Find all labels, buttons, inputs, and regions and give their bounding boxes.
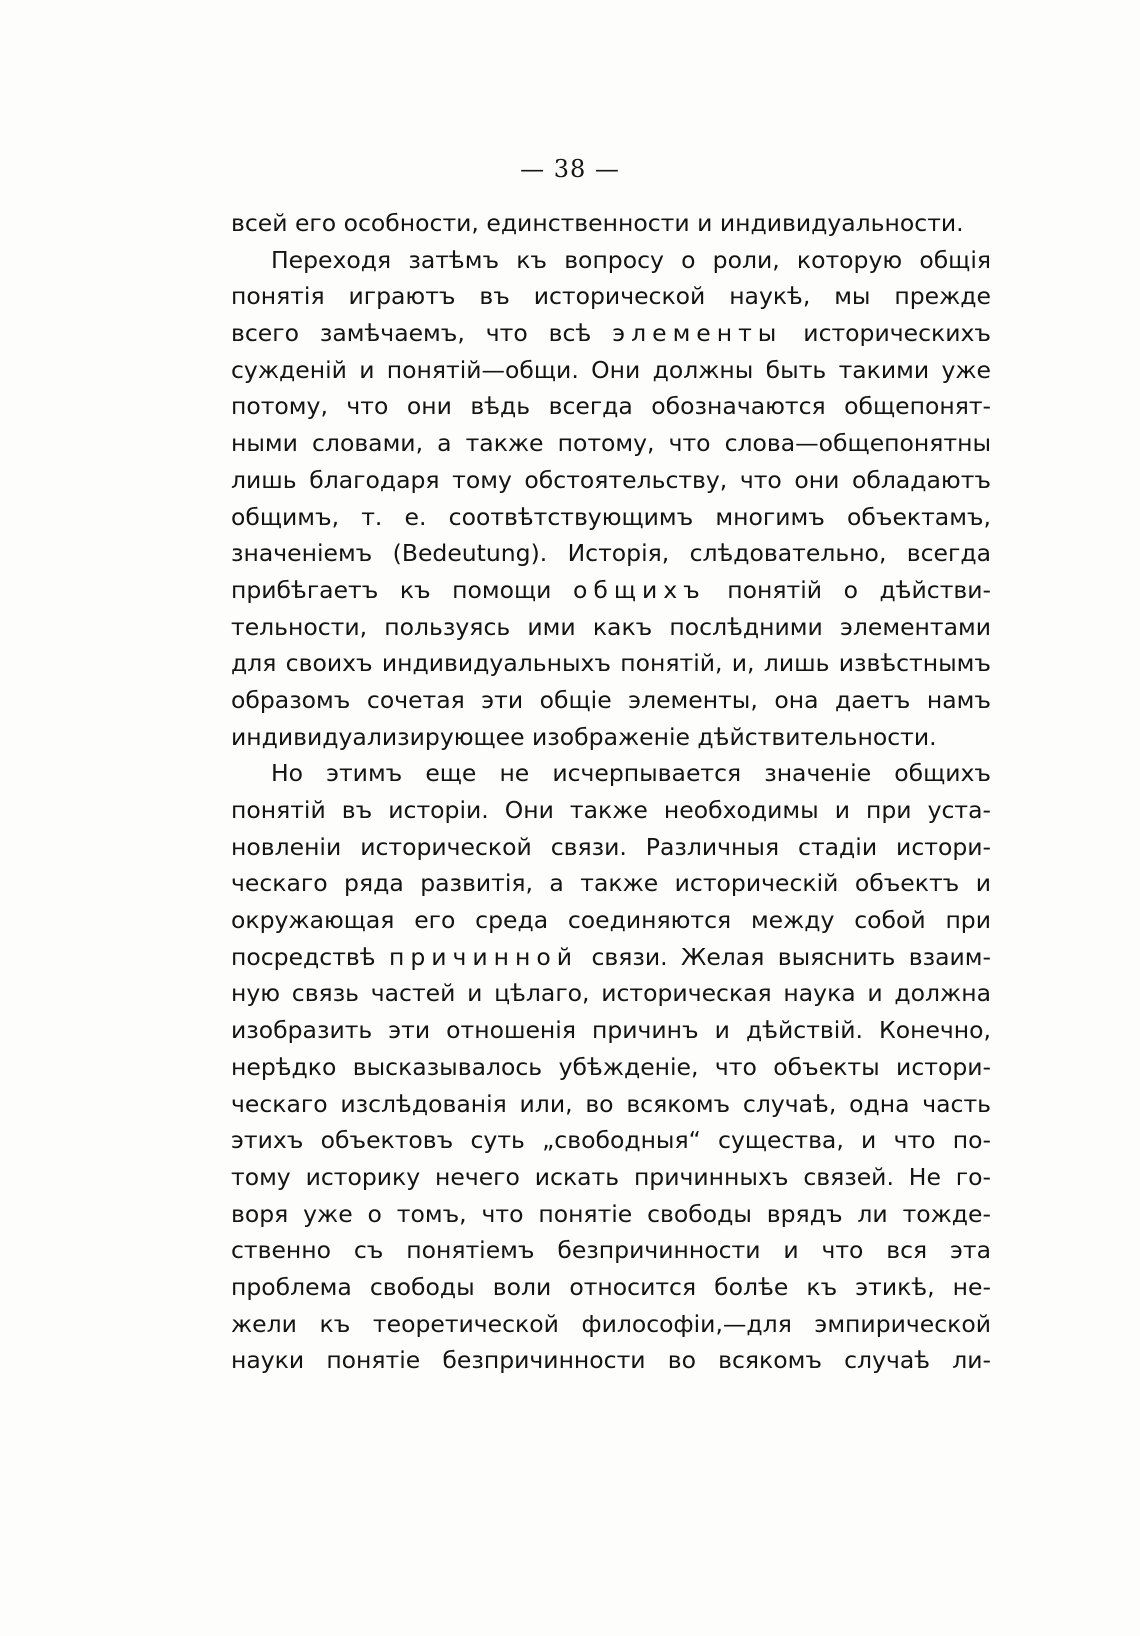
text-line: потому, что они вѣдь всегда обозначаются общепонят- — [231, 392, 991, 421]
text-line: Переходя затѣмъ къ вопросу о роли, которую общія — [271, 245, 991, 274]
text-line: индивидуализирующее изображеніе дѣйствительности. — [231, 722, 937, 751]
text-line: ную связь частей и цѣлаго, историческая наука и должна — [231, 979, 991, 1008]
text-line: тельности, пользуясь ими какъ послѣдними элементами — [231, 612, 991, 641]
text-segment: понятій о дѣйстви- — [705, 575, 991, 604]
text-line: окружающая его среда соединяются между собой при — [231, 906, 991, 935]
text-line: всей его особности, единственности и индивидуальности. — [231, 209, 964, 237]
text-line: науки понятіе безпричинности во всякомъ случаѣ ли- — [231, 1346, 991, 1375]
text-line: жели къ теоретической философіи,—для эмпирической — [231, 1309, 991, 1338]
body-text — [231, 205, 991, 1379]
text-line: проблема свободы воли относится болѣе къ этикѣ, не- — [231, 1272, 991, 1301]
text-segment: прибѣгаетъ къ помощи — [231, 575, 573, 604]
text-line: тому историку нечего искать причинныхъ связей. Не го- — [231, 1162, 991, 1191]
emphasized-word: причинной — [388, 942, 579, 971]
text-line — [231, 572, 991, 609]
text-line — [231, 315, 991, 352]
text-line: сужденій и понятій—общи. Они должны быть такими уже — [231, 355, 991, 384]
emphasized-word: элементы — [612, 319, 783, 348]
text-segment: связи. Желая выяснить взаим- — [578, 942, 991, 971]
emphasized-word: общихъ — [572, 575, 706, 604]
page-number: — 38 — — [520, 155, 620, 183]
text-line: лишь благодаря тому обстоятельству, что они обладаютъ — [231, 465, 991, 494]
text-line: новленіи исторической связи. Различныя стадіи истори- — [231, 832, 991, 861]
text-segment: всего замѣчаемъ, что всѣ — [231, 319, 613, 348]
text-line: ными словами, а также потому, что слова—общепонятны — [231, 429, 991, 458]
text-line: воря уже о томъ, что понятіе свободы врядъ ли тожде- — [231, 1199, 991, 1228]
text-line: образомъ сочетая эти общіе элементы, она даетъ намъ — [231, 685, 991, 714]
text-line: значеніемъ (Bedeutung). Исторія, слѣдовательно, всегда — [231, 539, 991, 568]
text-line: понятія играютъ въ исторической наукѣ, мы прежде — [231, 282, 991, 311]
text-line: нерѣдко высказывалось убѣжденіе, что объекты истори- — [231, 1052, 991, 1081]
text-line — [231, 939, 991, 976]
text-segment: посредствѣ — [231, 942, 389, 971]
text-line: понятій въ исторіи. Они также необходимы и при уста- — [231, 796, 991, 824]
text-segment: историческихъ — [782, 319, 991, 348]
text-line: Но этимъ еще не исчерпывается значеніе общихъ — [271, 759, 991, 788]
text-line: для своихъ индивидуальныхъ понятій, и, лишь извѣстнымъ — [231, 649, 991, 678]
text-line: ческаго изслѣдованія или, во всякомъ случаѣ, одна часть — [231, 1089, 991, 1118]
text-line: изобразить эти отношенія причинъ и дѣйствій. Конечно, — [231, 1016, 991, 1045]
text-line: ческаго ряда развитія, а также историческій объектъ и — [231, 869, 991, 898]
text-line: ственно съ понятіемъ безпричинности и что вся эта — [231, 1236, 991, 1265]
text-line: общимъ, т. е. соотвѣтствующимъ многимъ объектамъ, — [231, 502, 991, 531]
text-line: этихъ объектовъ суть „свободныя“ существа, и что по- — [231, 1126, 991, 1155]
